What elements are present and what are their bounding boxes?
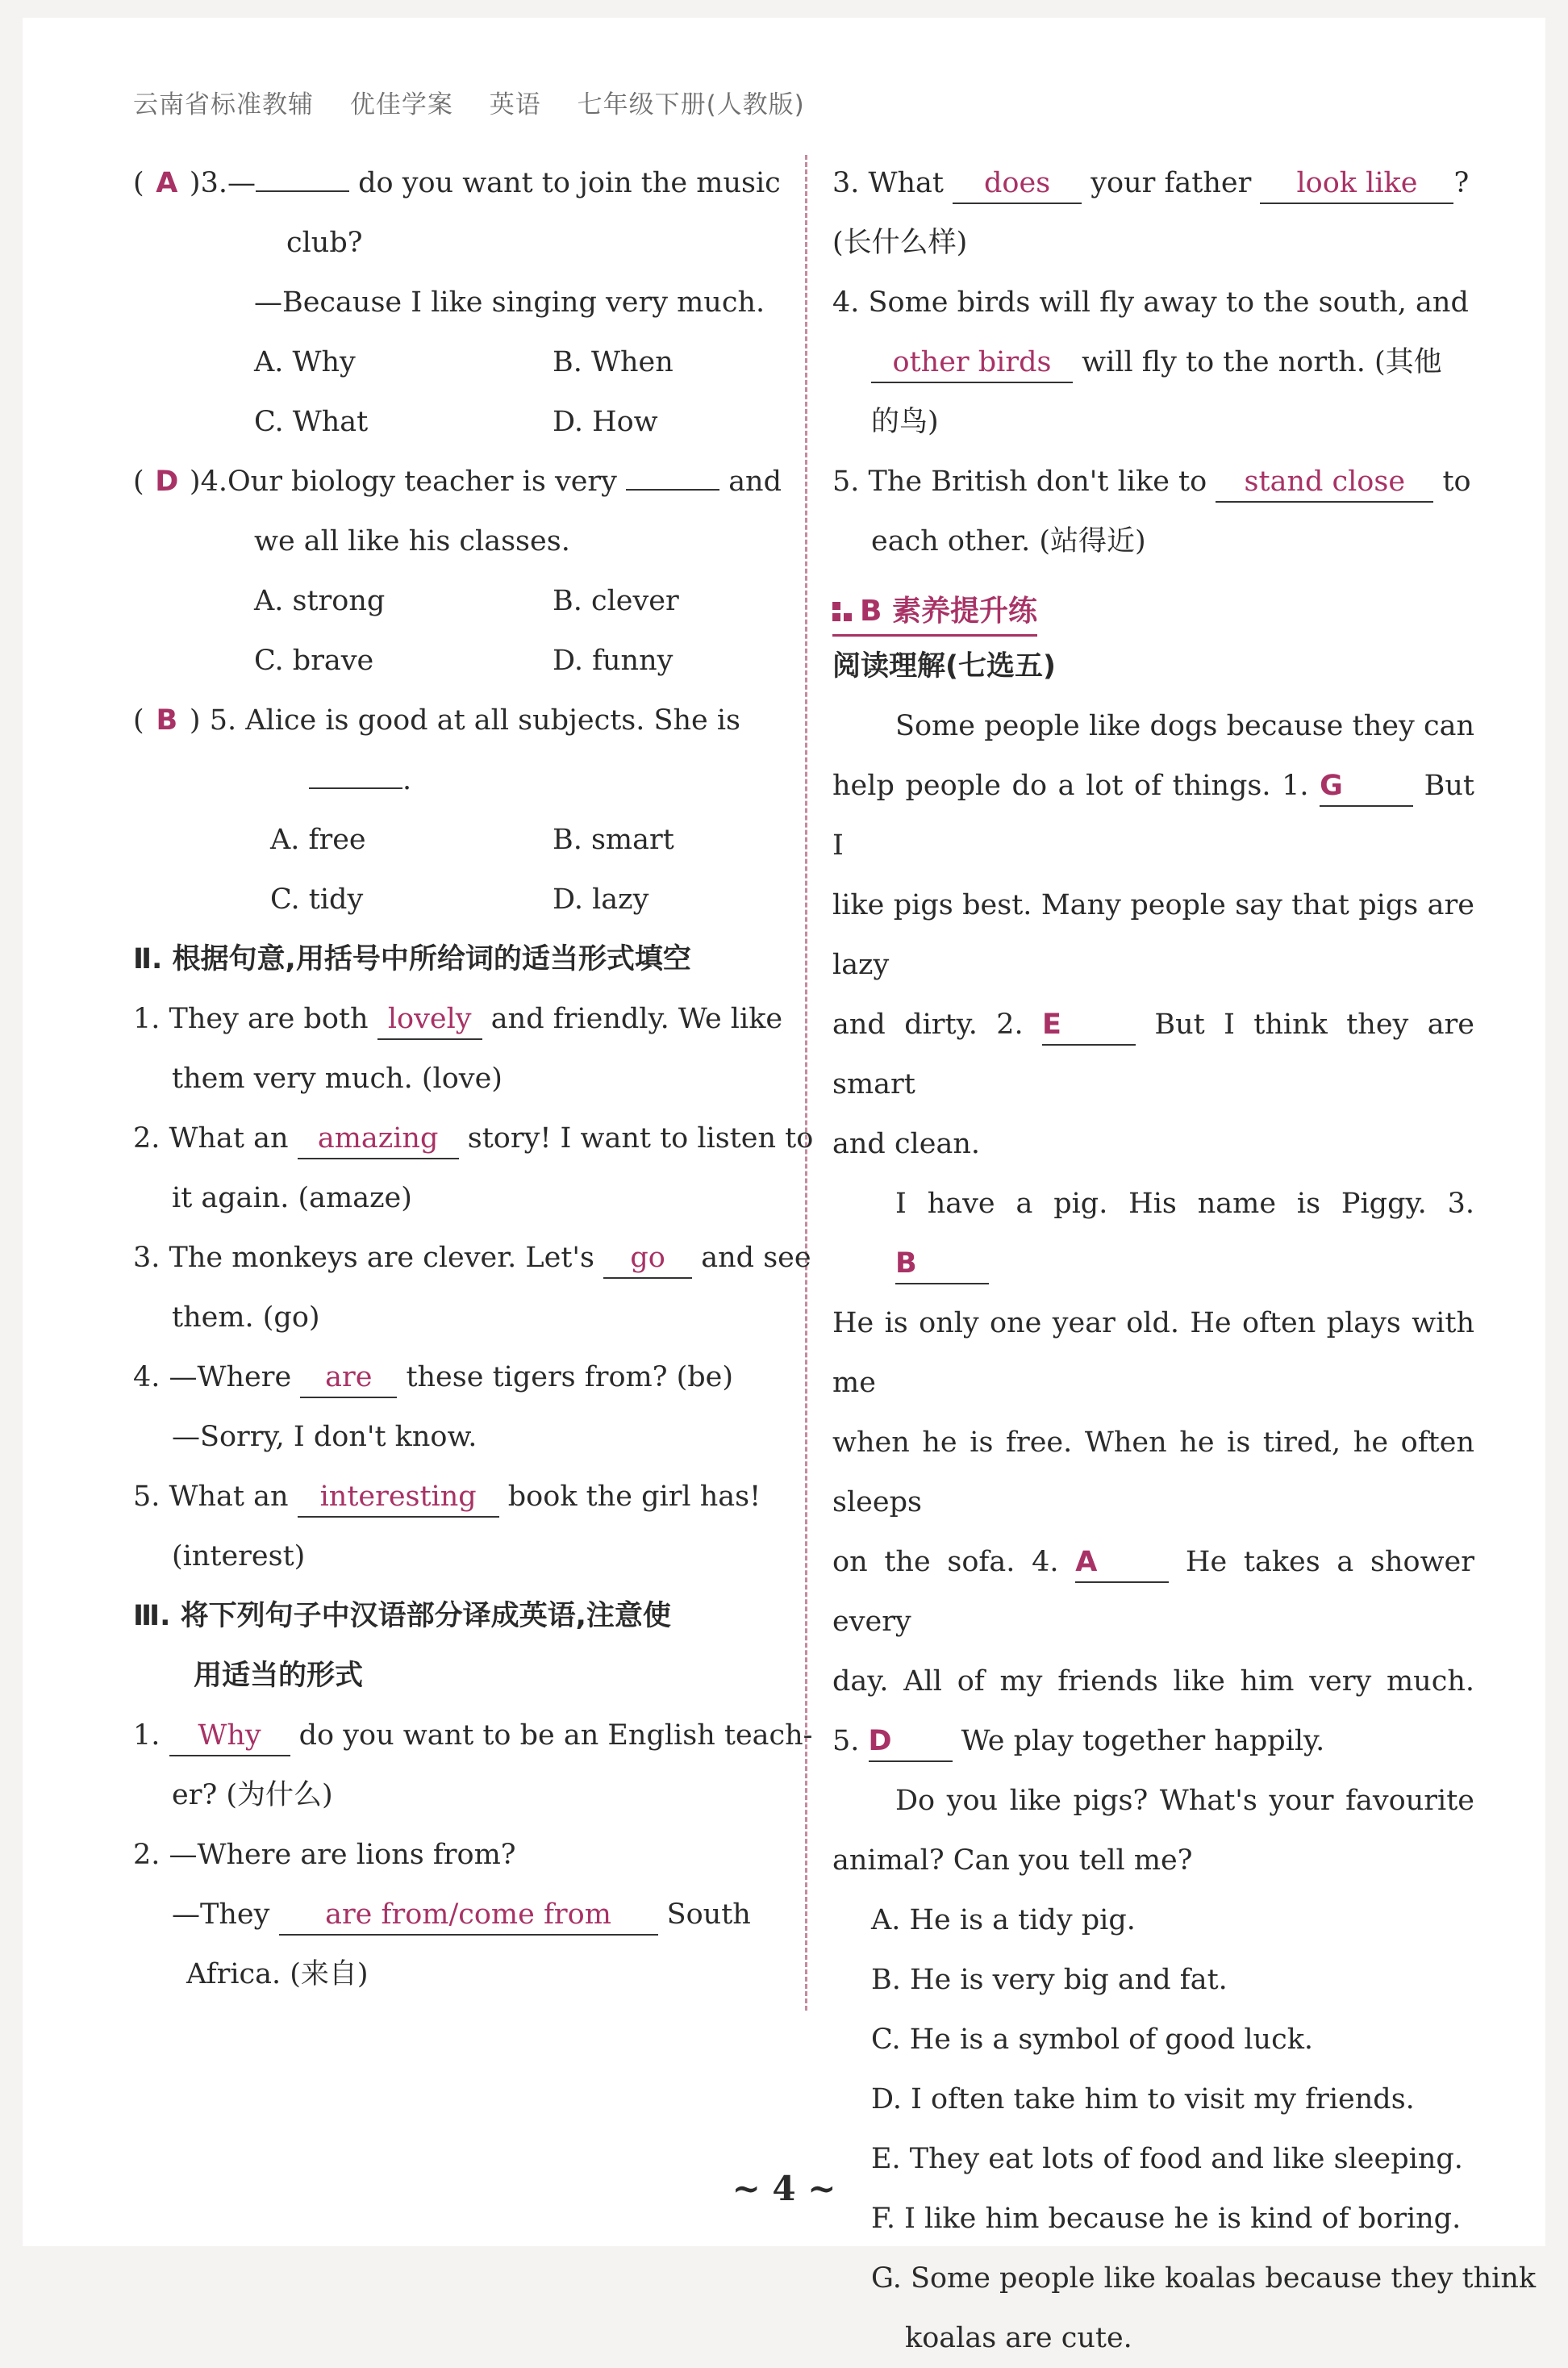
- translate-item-3: 3. What does your father look like ?: [832, 153, 1474, 213]
- translate-item-4: 4. Some birds will fly away to the south, and: [832, 286, 1469, 319]
- fill-item-cont: it again. (amaze): [172, 1182, 412, 1214]
- option[interactable]: C. brave: [254, 645, 374, 677]
- option[interactable]: C. tidy: [270, 883, 364, 916]
- options-row: [133, 571, 770, 631]
- option[interactable]: A. free: [270, 824, 366, 856]
- answer-blank[interactable]: look like: [1260, 165, 1453, 204]
- answer-blank[interactable]: [256, 153, 349, 192]
- reading-option: B. He is very big and fat.: [871, 1964, 1228, 1996]
- answer-blank[interactable]: E: [1042, 1007, 1136, 1046]
- option[interactable]: B. When: [553, 346, 673, 378]
- options-row: [133, 631, 770, 691]
- option[interactable]: D. lazy: [553, 883, 649, 916]
- translate-item-4-answer: other birds will fly to the north. (其他: [832, 332, 1474, 392]
- fill-item-cont: (interest): [172, 1540, 306, 1572]
- fill-item-cont: —Sorry, I don't know.: [172, 1421, 477, 1453]
- dots-icon: [832, 602, 852, 621]
- section-2-title: Ⅱ. 根据句意,用括号中所给词的适当形式填空: [133, 943, 691, 975]
- reading-option: G. Some people like koalas because they think: [871, 2262, 1537, 2295]
- answer-blank[interactable]: amazing: [298, 1121, 459, 1159]
- answer-blank[interactable]: other birds: [871, 345, 1073, 383]
- options-row: [133, 870, 770, 929]
- passage-line: help people do a lot of things. 1. G But I: [832, 770, 1474, 862]
- translate-item-cont: each other. (站得近): [871, 525, 1146, 558]
- answer-blank[interactable]: lovely: [377, 1001, 482, 1040]
- reading-subtitle: 阅读理解(七选五): [832, 650, 1056, 683]
- answer-blank[interactable]: Why: [169, 1718, 290, 1756]
- question-text: club?: [286, 227, 363, 259]
- fill-item-4: 4. —Where are these tigers from? (be): [133, 1347, 770, 1407]
- option[interactable]: A. strong: [254, 585, 386, 617]
- reading-option: C. He is a symbol of good luck.: [871, 2023, 1314, 2056]
- passage-line: He is only one year old. He often plays with me: [832, 1307, 1474, 1399]
- translate-item-2: 2. —Where are lions from?: [133, 1839, 516, 1871]
- fill-item-1: 1. They are both lovely and friendly. We like: [133, 989, 770, 1049]
- translate-item-cont: 的鸟): [871, 406, 939, 438]
- option[interactable]: C. What: [254, 406, 369, 438]
- passage-line: when he is free. When he is tired, he often sleeps: [832, 1426, 1474, 1518]
- passage-line: animal? Can you tell me?: [832, 1844, 1193, 1877]
- passage-line: Do you like pigs? What's your favourite: [895, 1785, 1474, 1817]
- answer-blank[interactable]: [626, 452, 719, 491]
- answer-blank[interactable]: are from/come from: [279, 1897, 658, 1936]
- passage-line: on the sofa. 4. A He takes a shower every: [832, 1546, 1474, 1638]
- options-row: [133, 392, 770, 452]
- translate-item-cont: Africa. (来自): [186, 1958, 369, 1990]
- reading-option: E. They eat lots of food and like sleeping.: [871, 2143, 1463, 2175]
- mc-question-5: ( B ) 5. Alice is good at all subjects. She is: [133, 691, 770, 750]
- passage-line: Some people like dogs because they can: [895, 710, 1474, 742]
- subject: 英语: [489, 90, 541, 119]
- mc-answer: D: [155, 466, 179, 498]
- section-3-title: Ⅲ. 将下列句子中汉语部分译成英语,注意使: [133, 1600, 671, 1632]
- answer-blank[interactable]: [309, 750, 402, 789]
- question-text: —Because I like singing very much.: [254, 286, 765, 319]
- answer-blank[interactable]: A: [1075, 1544, 1169, 1583]
- section-3-title-cont: 用适当的形式: [194, 1660, 364, 1692]
- section-b-heading: [832, 571, 1474, 637]
- answer-blank[interactable]: does: [953, 165, 1082, 204]
- passage-line: I have a pig. His name is Piggy. 3. B: [832, 1174, 1474, 1293]
- passage-line: and clean.: [832, 1128, 980, 1160]
- translate-item-5: 5. The British don't like to stand close to: [832, 452, 1474, 512]
- mc-answer: A: [156, 167, 178, 199]
- option[interactable]: B. smart: [553, 824, 674, 856]
- options-row: [133, 332, 770, 392]
- page-header: [133, 84, 832, 120]
- page-number: ~ 4 ~: [732, 2169, 836, 2208]
- reading-option: F. I like him because he is kind of boring.: [871, 2203, 1462, 2235]
- answer-blank[interactable]: are: [300, 1359, 397, 1398]
- translate-item-cont: er? (为什么): [172, 1779, 333, 1811]
- fill-item-5: 5. What an interesting book the girl has!: [133, 1467, 770, 1526]
- series: 优佳学案: [349, 90, 453, 119]
- answer-blank[interactable]: go: [603, 1240, 692, 1279]
- translate-item-1: 1. Why do you want to be an English teach-: [133, 1706, 770, 1765]
- publisher: 云南省标准教辅: [133, 90, 314, 119]
- option[interactable]: D. funny: [553, 645, 673, 677]
- option[interactable]: B. clever: [553, 585, 679, 617]
- left-column: [133, 153, 814, 2004]
- mc-question-3: ( A )3.— do you want to join the music: [133, 153, 770, 213]
- answer-blank[interactable]: interesting: [298, 1479, 499, 1518]
- fill-item-3: 3. The monkeys are clever. Let's go and see: [133, 1228, 770, 1288]
- reading-option: D. I often take him to visit my friends.: [871, 2083, 1415, 2115]
- question-text: .: [133, 750, 770, 810]
- reading-option: A. He is a tidy pig.: [871, 1904, 1136, 1936]
- translate-item-2-answer: —They are from/come from South: [133, 1885, 770, 1944]
- fill-item-cont: them very much. (love): [172, 1063, 503, 1095]
- option[interactable]: D. How: [553, 406, 658, 438]
- section-b-badge: B 素养提升练: [832, 589, 1037, 637]
- question-text: we all like his classes.: [254, 525, 570, 558]
- passage-line: like pigs best. Many people say that pigs are lazy: [832, 889, 1474, 981]
- answer-blank[interactable]: D: [869, 1723, 953, 1762]
- mc-answer: B: [156, 704, 178, 737]
- fill-item-2: 2. What an amazing story! I want to listen to: [133, 1109, 770, 1168]
- translate-item-cont: (长什么样): [832, 227, 968, 259]
- mc-question-4: ( D )4.Our biology teacher is very and: [133, 452, 770, 512]
- grade: 七年级下册(人教版): [577, 90, 805, 119]
- passage-line: and dirty. 2. E But I think they are smart: [832, 1009, 1475, 1100]
- passage-line: 5. D We play together happily.: [832, 1711, 1474, 1771]
- answer-blank[interactable]: stand close: [1216, 464, 1433, 503]
- option[interactable]: A. Why: [254, 346, 356, 378]
- options-row: [133, 810, 770, 870]
- fill-item-cont: them. (go): [172, 1301, 320, 1334]
- answer-blank[interactable]: B: [895, 1246, 989, 1284]
- answer-blank[interactable]: G: [1320, 768, 1413, 807]
- reading-option-cont: koalas are cute.: [905, 2322, 1132, 2354]
- right-column: [832, 153, 1537, 2368]
- passage-line: day. All of my friends like him very much.: [832, 1665, 1474, 1698]
